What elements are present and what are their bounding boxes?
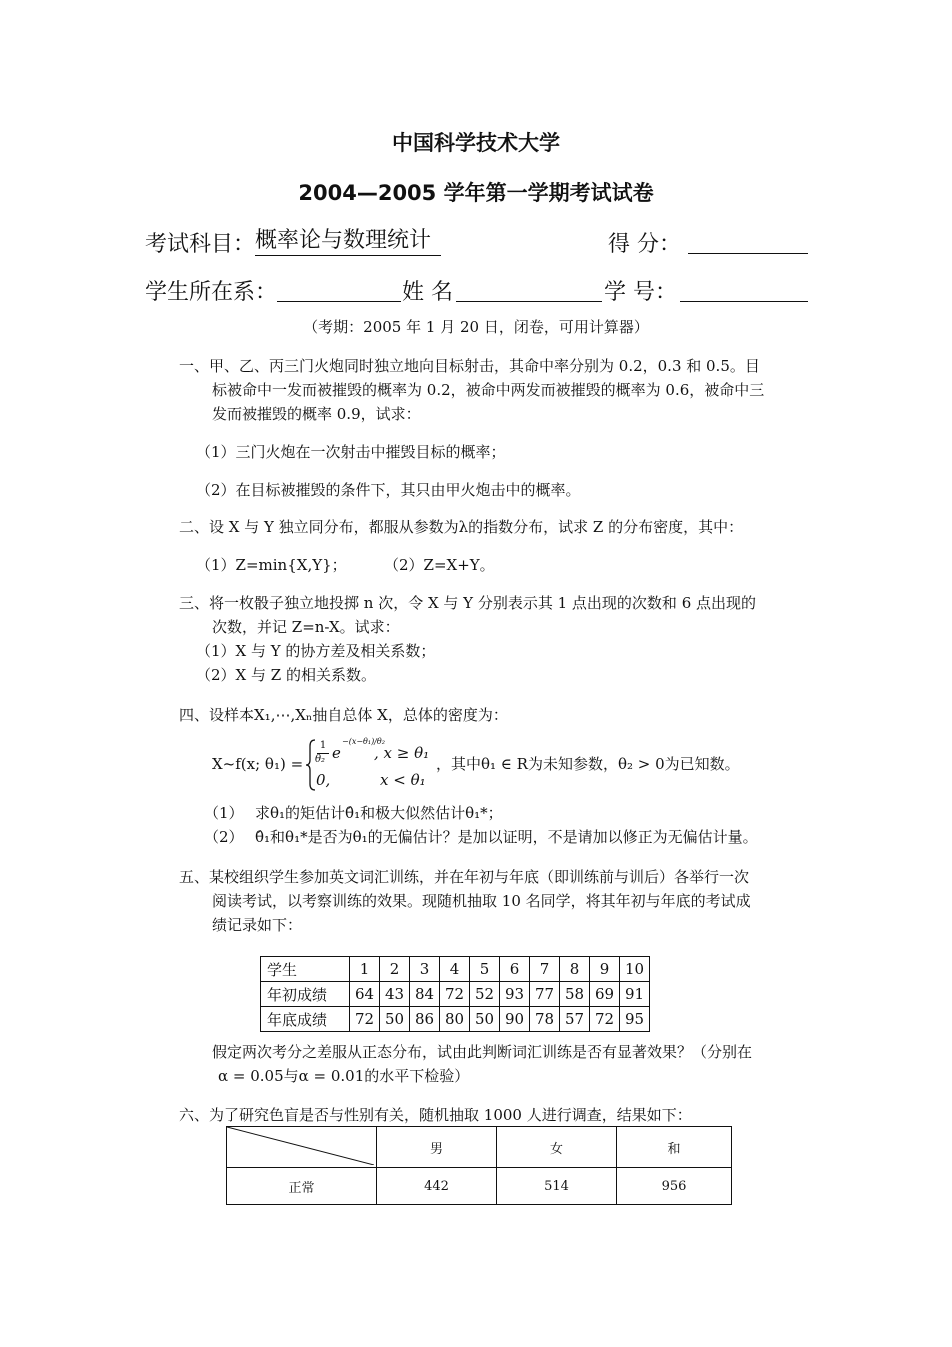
table-cell: 72 (440, 982, 470, 1007)
q6-line1: 六、为了研究色盲是否与性别有关，随机抽取 1000 人进行调查，结果如下： (179, 1106, 692, 1124)
q2-sub1: （1）Z=min{X,Y}； (196, 556, 347, 574)
case1-expr: e (332, 744, 341, 762)
table-cell: 64 (350, 982, 380, 1007)
table-cell: 72 (350, 1007, 380, 1032)
table-cell: 女 (497, 1127, 617, 1168)
table-row (261, 1007, 650, 1032)
university-title: 中国科学技术大学 (392, 131, 560, 155)
frac-numerator: 1 (319, 740, 327, 751)
table-cell: 年初成绩 (261, 982, 350, 1007)
name-blank (456, 275, 602, 302)
table-cell: 90 (500, 1007, 530, 1032)
table-cell: 93 (500, 982, 530, 1007)
table-cell: 男 (377, 1127, 497, 1168)
q4-sub1: 求θ₁的矩估计θ̂₁和极大似然估计θ₁*； (255, 804, 503, 822)
q4-where: ，其中θ₁ ∈ R为未知参数，θ₂ > 0为已知数。 (436, 755, 740, 773)
subject-label: 考试科目： (145, 232, 256, 257)
table-cell: 86 (410, 1007, 440, 1032)
table-row (227, 1127, 732, 1168)
table-cell: 80 (440, 1007, 470, 1032)
q4-sub2: θ̂₁和θ₁*是否为θ₁的无偏估计？是加以证明，不是请加以修正为无偏估计量。 (255, 828, 758, 846)
table-cell: 514 (497, 1168, 617, 1205)
table-cell: 学生 (261, 957, 350, 982)
q5-line3: 绩记录如下： (212, 916, 303, 934)
q1-sub2: （2）在目标被摧毁的条件下，其只由甲火炮击中的概率。 (196, 481, 581, 499)
score-blank (688, 227, 808, 254)
q3-line2: 次数，并记 Z=n-X。试求： (212, 618, 400, 636)
table-cell: 10 (620, 957, 650, 982)
q2-sub2: （2）Z=X+Y。 (384, 556, 495, 574)
q1-line2: 标被命中一发而被摧毁的概率为 0.2，被命中两发而被摧毁的概率为 0.6，被命中三 (212, 381, 765, 399)
scores-table (260, 956, 650, 1032)
case2-expr: 0, (316, 771, 331, 789)
table-cell: 50 (470, 1007, 500, 1032)
table-cell: 69 (590, 982, 620, 1007)
q5-line1: 五、某校组织学生参加英文词汇训练，并在年初与年底（即训练前与训后）各举行一次 (179, 868, 750, 886)
table-cell: 956 (617, 1168, 732, 1205)
table-cell: 57 (560, 1007, 590, 1032)
table-cell: 7 (530, 957, 560, 982)
q1-line3: 发而被摧毁的概率 0.9，试求： (212, 405, 421, 423)
table-row (261, 957, 650, 982)
table-cell: 52 (470, 982, 500, 1007)
q4-density-lhs: X~f(x; θ₁) = (212, 755, 304, 773)
q3-sub2: （2）X 与 Z 的相关系数。 (196, 666, 376, 684)
q3-line1: 三、将一枚骰子独立地投掷 n 次，令 X 与 Y 分别表示其 1 点出现的次数和 6 点出现的 (179, 594, 757, 612)
id-label: 学 号： (604, 280, 677, 305)
dept-blank (277, 275, 401, 302)
subject-value: 概率论与数理统计 (255, 227, 441, 256)
table-cell: 95 (620, 1007, 650, 1032)
table-cell: 和 (617, 1127, 732, 1168)
table-cell: 2 (380, 957, 410, 982)
table-cell: 1 (350, 957, 380, 982)
table-row (261, 982, 650, 1007)
exam-note: （考期：2005 年 1 月 20 日，闭卷，可用计算器） (303, 318, 649, 336)
table-cell: 正常 (227, 1168, 377, 1205)
q4-line1: 四、设样本X₁,⋯,Xₙ抽自总体 X，总体的密度为： (179, 706, 508, 724)
case1-exponent: −(x−θ₁)/θ₂ (342, 737, 385, 746)
case2-cond: x < θ₁ (380, 771, 426, 789)
q2-line1: 二、设 X 与 Y 独立同分布，都服从参数为λ的指数分布，试求 Z 的分布密度，其中： (179, 518, 744, 536)
diagonal-line (227, 1127, 374, 1165)
table-cell: 8 (560, 957, 590, 982)
table-cell: 年底成绩 (261, 1007, 350, 1032)
table-corner-cell (227, 1127, 377, 1168)
q1-line1: 一、甲、乙、丙三门火炮同时独立地向目标射击，其命中率分别为 0.2，0.3 和 0.5。目 (179, 357, 760, 375)
table-cell: 58 (560, 982, 590, 1007)
score-label: 得 分： (608, 232, 681, 257)
table-row (227, 1168, 732, 1205)
table-cell: 442 (377, 1168, 497, 1205)
table-cell: 77 (530, 982, 560, 1007)
dept-label: 学生所在系： (145, 280, 278, 305)
table-cell: 72 (590, 1007, 620, 1032)
id-blank (680, 275, 808, 302)
q5-line2: 阅读考试，以考察训练的效果。现随机抽取 10 名同学，将其年初与年底的考试成 (212, 892, 751, 910)
q5-after2: α = 0.05与α = 0.01的水平下检验） (218, 1067, 470, 1085)
q4-sub2-num: （2） (204, 828, 244, 846)
table-cell: 78 (530, 1007, 560, 1032)
table-cell: 6 (500, 957, 530, 982)
exam-title: 2004—2005 学年第一学期考试试卷 (298, 181, 654, 205)
table-cell: 9 (590, 957, 620, 982)
table-cell: 3 (410, 957, 440, 982)
name-label: 姓 名 (402, 280, 453, 305)
q5-after1: 假定两次考分之差服从正态分布，试由此判断词汇训练是否有显著效果？（分别在 (212, 1043, 753, 1061)
colorblind-table (226, 1126, 732, 1205)
frac-denominator: θ₂ (315, 754, 326, 765)
table-cell: 91 (620, 982, 650, 1007)
q4-sub1-num: （1） (204, 804, 244, 822)
table-cell: 43 (380, 982, 410, 1007)
table-cell: 84 (410, 982, 440, 1007)
table-cell: 4 (440, 957, 470, 982)
table-cell: 5 (470, 957, 500, 982)
table-cell: 50 (380, 1007, 410, 1032)
q3-sub1: （1）X 与 Y 的协方差及相关系数； (196, 642, 436, 660)
case1-cond: , x ≥ θ₁ (374, 744, 430, 762)
q1-sub1: （1）三门火炮在一次射击中摧毁目标的概率； (196, 443, 506, 461)
